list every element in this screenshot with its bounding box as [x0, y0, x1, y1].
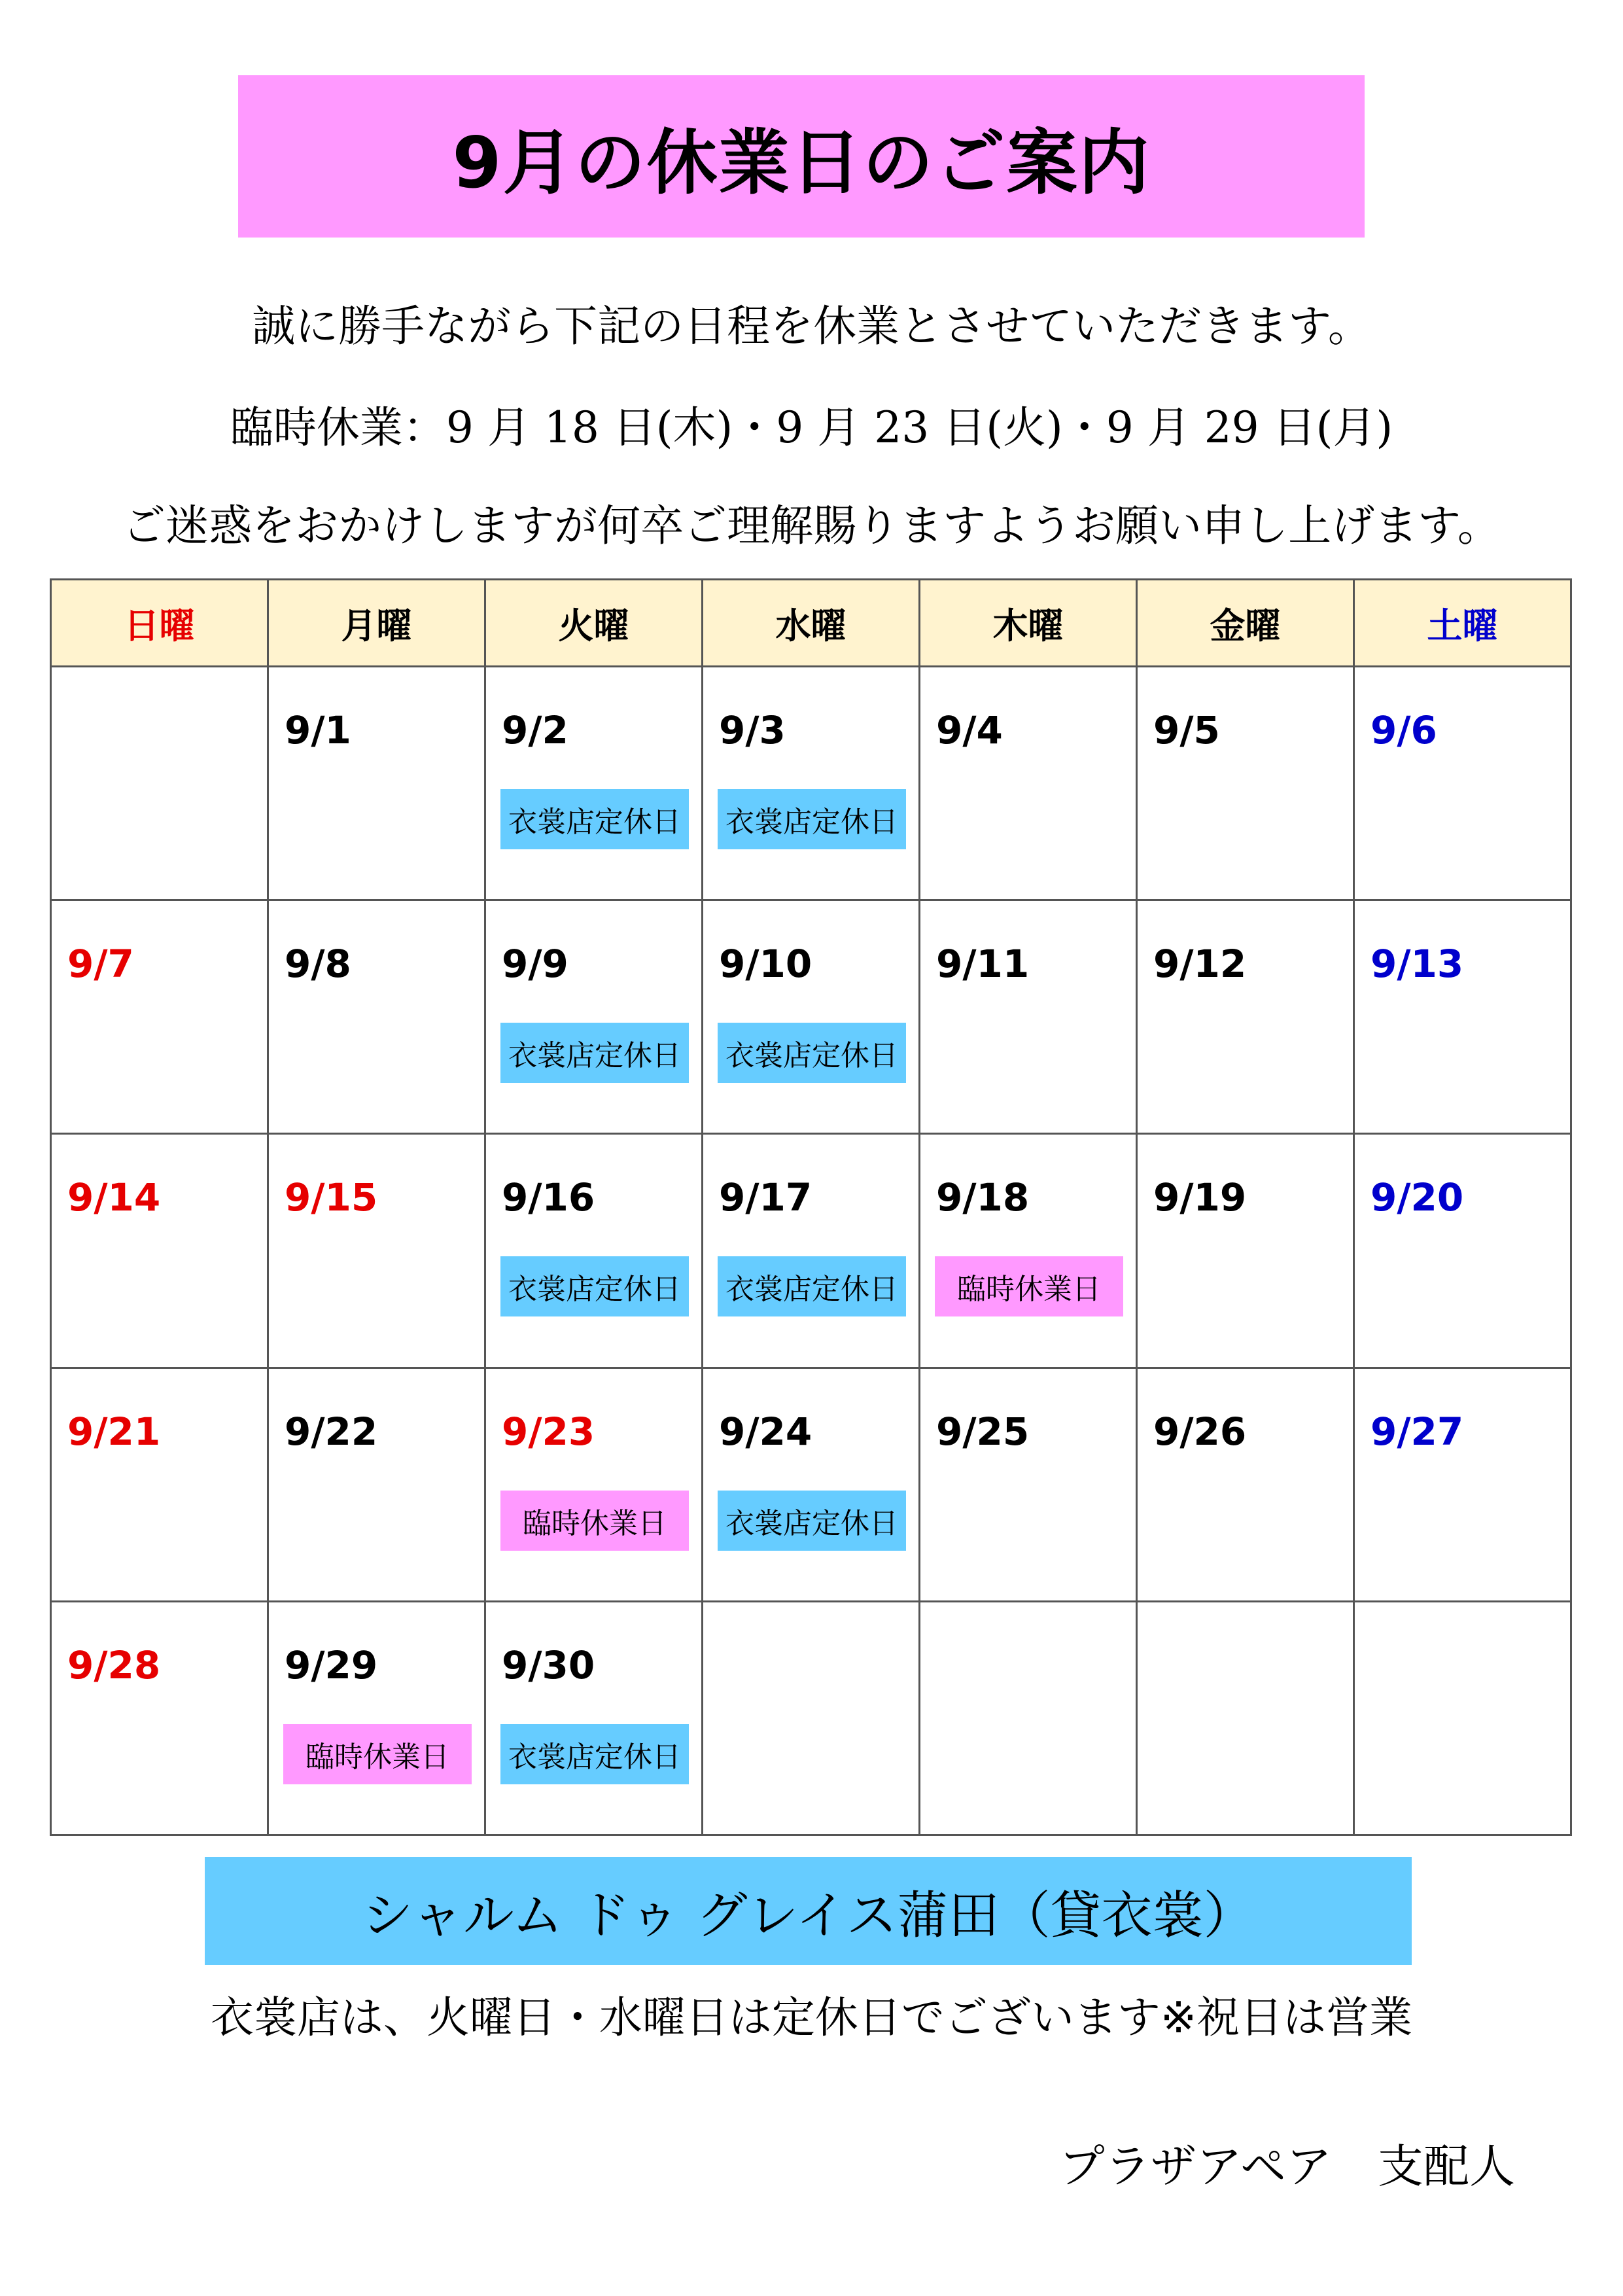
calendar-day-cell	[485, 1601, 703, 1835]
day-date: 9/8	[285, 942, 351, 987]
day-cell-content	[1138, 1135, 1353, 1366]
calendar-day-cell	[268, 1368, 485, 1601]
day-cell-content	[52, 1135, 267, 1366]
day-date: 9/18	[936, 1175, 1030, 1220]
shop-closed-badge: 衣裳店定休日	[500, 1023, 689, 1083]
day-cell-content	[920, 667, 1136, 899]
day-date: 9/6	[1370, 708, 1437, 752]
calendar-day-cell	[1354, 1134, 1571, 1368]
shop-banner	[205, 1857, 1412, 1965]
calendar-day-cell	[1137, 1601, 1354, 1835]
day-date: 9/19	[1153, 1175, 1247, 1220]
day-date: 9/20	[1370, 1175, 1464, 1220]
calendar-table	[50, 578, 1572, 1836]
calendar-week-row	[51, 900, 1571, 1134]
calendar-day-cell	[920, 900, 1137, 1134]
calendar-day-cell	[268, 900, 485, 1134]
day-cell-content	[920, 1602, 1136, 1834]
day-date: 9/5	[1153, 708, 1220, 752]
calendar-day-cell	[1137, 1134, 1354, 1368]
calendar-day-cell	[485, 1368, 703, 1601]
day-date: 9/23	[502, 1409, 595, 1454]
day-cell-content	[1355, 1369, 1570, 1600]
calendar-body	[51, 667, 1571, 1835]
calendar-week-row	[51, 1601, 1571, 1835]
calendar-day-cell	[51, 1601, 268, 1835]
calendar-day-cell	[51, 900, 268, 1134]
calendar-day-cell	[51, 667, 268, 900]
day-date: 9/21	[67, 1409, 161, 1454]
calendar-day-cell	[268, 667, 485, 900]
shop-closed-badge: 衣裳店定休日	[500, 1724, 689, 1784]
weekday-tuesday: 火曜	[485, 580, 703, 667]
day-cell-content	[269, 1369, 484, 1600]
day-cell-content	[703, 667, 918, 899]
shop-closed-badge: 衣裳店定休日	[718, 789, 906, 849]
calendar-day-cell	[51, 1368, 268, 1601]
calendar-day-cell	[51, 1134, 268, 1368]
day-cell-content	[1138, 667, 1353, 899]
day-date: 9/26	[1153, 1409, 1247, 1454]
shop-closed-badge: 衣裳店定休日	[718, 1491, 906, 1551]
calendar-day-cell	[1354, 667, 1571, 900]
day-date: 9/29	[285, 1642, 378, 1687]
day-cell-content	[920, 1135, 1136, 1366]
weekday-saturday: 土曜	[1354, 580, 1571, 667]
page-title: 9月の休業日のご案内	[452, 122, 1151, 204]
shop-closed-badge: 衣裳店定休日	[500, 1256, 689, 1316]
day-date: 9/28	[67, 1642, 161, 1687]
calendar-day-cell	[1354, 1601, 1571, 1835]
calendar-day-cell	[920, 1601, 1137, 1835]
day-date: 9/4	[936, 708, 1003, 752]
day-date: 9/9	[502, 942, 568, 987]
calendar-day-cell	[1137, 1368, 1354, 1601]
calendar-day-cell	[703, 667, 920, 900]
day-cell-content	[1138, 1602, 1353, 1834]
shop-name: シャルム ドゥ グレイス蒲田（貸衣裳）	[362, 1886, 1255, 1945]
day-cell-content	[920, 901, 1136, 1133]
shop-closed-badge: 衣裳店定休日	[500, 789, 689, 849]
weekday-thursday: 木曜	[920, 580, 1137, 667]
day-cell-content	[269, 901, 484, 1133]
calendar-day-cell	[485, 667, 703, 900]
day-date: 9/12	[1153, 942, 1247, 987]
day-cell-content	[486, 667, 701, 899]
day-cell-content	[1138, 1369, 1353, 1600]
intro-line-1: 誠に勝手ながら下記の日程を休業とさせていただきます。	[252, 301, 1371, 351]
day-cell-content	[486, 1369, 701, 1600]
day-cell-content	[52, 667, 267, 899]
day-date: 9/15	[285, 1175, 378, 1220]
temporary-holiday-badge: 臨時休業日	[283, 1724, 472, 1784]
day-cell-content	[486, 901, 701, 1133]
day-cell-content	[1355, 901, 1570, 1133]
intro-line-2: 臨時休業：9 月 18 日(木)・9 月 23 日(火)・9 月 29 日(月)	[230, 402, 1393, 453]
calendar-day-cell	[920, 1134, 1137, 1368]
day-date: 9/17	[719, 1175, 812, 1220]
calendar-day-cell	[703, 1601, 920, 1835]
day-date: 9/22	[285, 1409, 378, 1454]
calendar-day-cell	[1137, 667, 1354, 900]
day-date: 9/30	[502, 1642, 595, 1687]
day-date: 9/13	[1370, 942, 1464, 987]
temporary-holiday-badge: 臨時休業日	[500, 1491, 689, 1551]
calendar-day-cell	[920, 667, 1137, 900]
calendar-day-cell	[268, 1601, 485, 1835]
day-date: 9/2	[502, 708, 568, 752]
intro-line-3: ご迷惑をおかけしますが何卒ご理解賜りますようお願い申し上げます。	[122, 501, 1501, 551]
weekday-header-row	[51, 580, 1571, 667]
day-cell-content	[52, 901, 267, 1133]
signature: プラザアペア 支配人	[1058, 2140, 1515, 2193]
day-date: 9/3	[719, 708, 786, 752]
calendar-day-cell	[1354, 900, 1571, 1134]
day-cell-content	[269, 1602, 484, 1834]
calendar-day-cell	[703, 1368, 920, 1601]
day-cell-content	[1355, 667, 1570, 899]
day-cell-content	[486, 1135, 701, 1366]
day-cell-content	[703, 901, 918, 1133]
day-date: 9/27	[1370, 1409, 1464, 1454]
weekday-monday: 月曜	[268, 580, 485, 667]
day-cell-content	[269, 667, 484, 899]
day-date: 9/24	[719, 1409, 812, 1454]
weekday-wednesday: 水曜	[703, 580, 920, 667]
calendar-day-cell	[268, 1134, 485, 1368]
calendar-day-cell	[485, 1134, 703, 1368]
day-date: 9/10	[719, 942, 812, 987]
calendar-day-cell	[703, 1134, 920, 1368]
weekday-sunday: 日曜	[51, 580, 268, 667]
calendar-day-cell	[485, 900, 703, 1134]
calendar-day-cell	[703, 900, 920, 1134]
shop-closed-badge: 衣裳店定休日	[718, 1023, 906, 1083]
shop-closed-note: 衣裳店は、火曜日・水曜日は定休日でございます※祝日は営業	[210, 1992, 1413, 2043]
day-cell-content	[486, 1602, 701, 1834]
day-cell-content	[703, 1602, 918, 1834]
day-date: 9/11	[936, 942, 1030, 987]
day-date: 9/16	[502, 1175, 595, 1220]
calendar-week-row	[51, 667, 1571, 900]
day-date: 9/25	[936, 1409, 1030, 1454]
day-cell-content	[1138, 901, 1353, 1133]
day-cell-content	[269, 1135, 484, 1366]
day-cell-content	[703, 1369, 918, 1600]
weekday-friday: 金曜	[1137, 580, 1354, 667]
calendar-day-cell	[920, 1368, 1137, 1601]
day-cell-content	[52, 1602, 267, 1834]
calendar-day-cell	[1354, 1368, 1571, 1601]
day-cell-content	[703, 1135, 918, 1366]
day-cell-content	[52, 1369, 267, 1600]
temporary-holiday-badge: 臨時休業日	[935, 1256, 1123, 1316]
calendar-week-row	[51, 1368, 1571, 1601]
day-cell-content	[1355, 1135, 1570, 1366]
shop-closed-badge: 衣裳店定休日	[718, 1256, 906, 1316]
day-cell-content	[920, 1369, 1136, 1600]
day-cell-content	[1355, 1602, 1570, 1834]
title-banner	[238, 75, 1365, 238]
day-date: 9/1	[285, 708, 351, 752]
calendar-day-cell	[1137, 900, 1354, 1134]
calendar-week-row	[51, 1134, 1571, 1368]
day-date: 9/7	[67, 942, 134, 987]
day-date: 9/14	[67, 1175, 161, 1220]
